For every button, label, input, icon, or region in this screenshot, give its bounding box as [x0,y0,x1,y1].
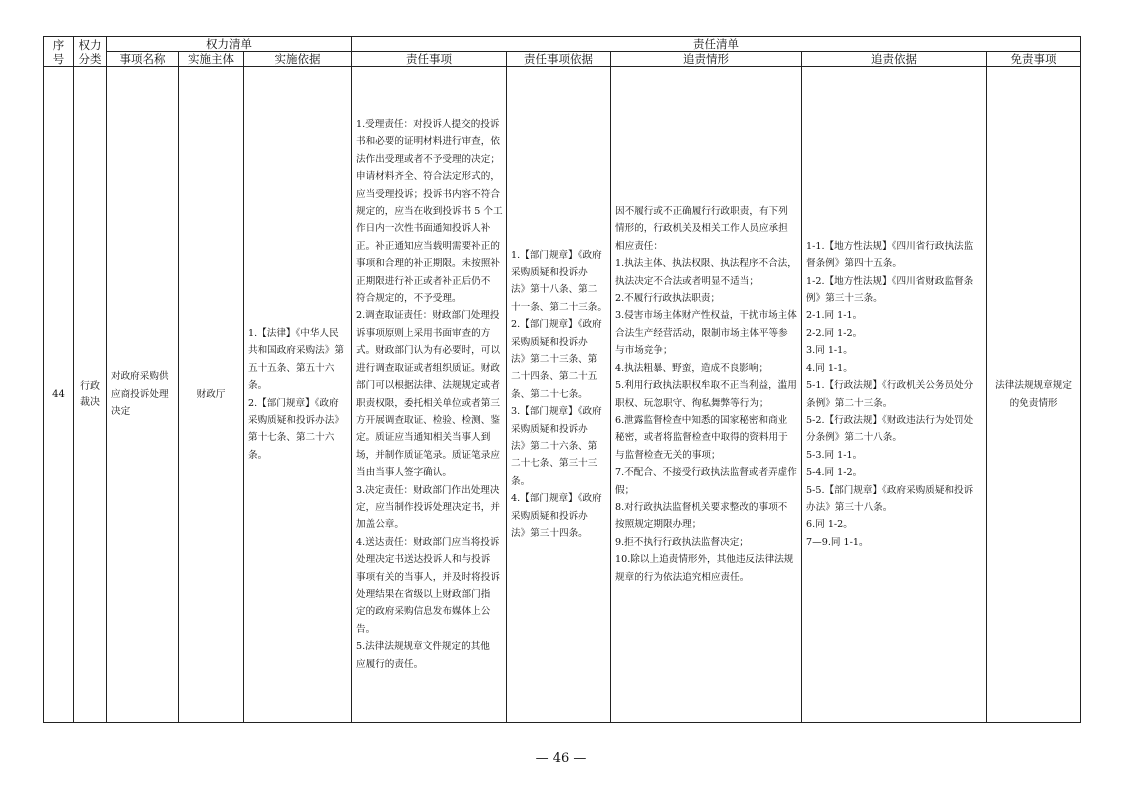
row-resp-items-line: 正。补正通知应当载明需要补正的 [356,240,500,252]
header-seq [44,37,74,67]
row-accountability-line: 职权、玩忽职守、徇私舞弊等行为； [615,397,769,409]
row-category-line: 行政 [80,380,100,392]
row-accountability-line: 合法生产经营活动，限制市场主体平等参 [615,327,788,339]
row-resp-basis-line: 3.【部门规章】《政府 [511,406,602,418]
row-accountability-line: 7.不配合、不接受行政执法监督或者弄虚作 [615,467,797,479]
row-resp-basis-line: 法》第三十四条。 [511,528,588,540]
header-category-line2: 分类 [78,51,102,66]
header-seq-line2: 号 [52,51,65,66]
row-resp-items-line: 处理决定书送达投诉人和与投诉 [356,554,491,566]
header-account-basis: 追责依据 [802,52,987,67]
row-resp-items-line: 加盖公章。 [356,519,404,531]
row-resp-items-line: 场，并制作质证笔录。质证笔录应 [356,449,500,461]
header-category [74,37,107,67]
row-account-basis-line: 督条例》第四十五条。 [806,258,902,270]
row-exemption-line: 法律法规规章规定 [995,380,1072,392]
row-resp-items-line: 定的政府采购信息发布媒体上公 [356,606,491,618]
header-subject: 实施主体 [179,52,244,67]
row-account-basis-line: 1-1.【地方性法规】《四川省行政执法监 [806,240,974,252]
header-accountability: 追责情形 [611,52,802,67]
row-accountability-line: 与监督检查无关的事项； [615,449,721,461]
row-basis-line: 条。 [248,380,268,392]
row-resp-items-line: 1.受理责任：对投诉人提交的投诉 [356,119,500,130]
row-accountability-line: 8.对行政执法监督机关要求整改的事项不 [615,501,788,513]
header-resp-basis: 责任事项依据 [507,52,611,67]
row-basis-line: 1.【法律】《中华人民 [248,327,339,339]
row-account-basis-line: 分条例》第二十八条。 [806,432,902,444]
row-accountability-line: 假； [615,484,635,496]
row-resp-items-line: 4.送达责任：财政部门应当将投诉 [356,536,500,548]
row-account-basis-line: 5-3.同 1-1。 [806,449,863,461]
row-accountability-line: 因不履行或不正确履行行政职责，有下列 [615,206,788,218]
row-resp-basis-line: 二十四条、第二十五 [511,371,598,383]
header-responsibility-list: 责任清单 [352,37,1081,52]
row-account-basis-line: 例》第三十三条。 [806,293,883,305]
row-resp-items-line: 定。质证应当通知相关当事人到 [356,432,491,444]
row-basis-line: 第十七条、第二十六 [248,432,335,444]
row-resp-basis-line: 法》第十八条、第二 [511,284,598,296]
row-item-name [107,67,179,723]
row-resp-items-line: 申请材料齐全、符合法定形式的， [356,171,500,183]
header-category-line1: 权力 [78,37,102,52]
row-account-basis-line: 条例》第二十三条。 [806,397,893,409]
header-item-name: 事项名称 [107,52,179,67]
row-accountability-line: 3.侵害市场主体财产性权益，干扰市场主体 [615,310,797,322]
row-resp-items-line: 正期限进行补正或者补正后仍不 [356,275,491,287]
row-resp-items-line: 定，应当制作投诉处理决定书，并 [356,501,500,513]
row-resp-items-line: 事项和合理的补正期限。未按照补 [356,258,500,270]
row-basis-line: 采购质疑和投诉办法》 [248,414,344,426]
row-resp-items-line: 2.调查取证责任：财政部门处理投 [356,310,500,322]
row-accountability [611,67,802,723]
row-resp-items-line: 应当受理投诉；投诉书内容不符合 [356,188,500,200]
row-accountability-line: 4.执法粗暴、野蛮，造成不良影响； [615,362,769,374]
row-resp-basis-line: 采购质疑和投诉办 [511,336,588,348]
power-responsibility-table [43,36,1081,723]
row-subject: 财政厅 [179,67,244,723]
row-accountability-line: 1.执法主体、执法权限、执法程序不合法， [615,258,797,270]
row-account-basis-line: 4.同 1-1。 [806,362,853,374]
row-resp-items-line: 当由当事人签字确认。 [356,467,452,479]
row-resp-items-line: 符合规定的，不予受理。 [356,293,462,305]
row-exemption-line: 的免责情形 [1009,397,1058,409]
page-number: — 46 — [535,751,587,766]
row-resp-items-line: 进行调查取证或者组织质证。财政 [356,362,500,374]
row-accountability-line: 5.利用行政执法职权牟取不正当利益，滥用 [615,380,797,392]
row-resp-basis-line: 采购质疑和投诉办 [511,266,588,278]
row-account-basis-line: 2-1.同 1-1。 [806,310,863,322]
row-seq: 44 [44,67,74,723]
row-accountability-line: 规章的行为依法追究相应责任。 [615,571,750,583]
row-account-basis-line: 5-4.同 1-2。 [806,467,863,479]
row-exemption [987,67,1081,723]
row-resp-items-line: 事项有关的当事人，并及时将投诉 [356,571,500,583]
row-account-basis-line: 1-2.【地方性法规】《四川省财政监督条 [806,275,974,287]
row-resp-items-line: 书和必要的证明材料进行审查，依 [356,136,500,148]
row-resp-items-line: 告。 [356,623,376,635]
row-resp-basis-line: 十一条、第二十三条。 [511,301,607,313]
row-resp-items-line: 规定的，应当在收到投诉书 5 个工 [356,206,503,218]
row-resp-items-line: 作日内一次性书面通知投诉人补 [356,223,491,235]
row-resp-basis [507,67,611,723]
row-accountability-line: 2.不履行行政执法职责； [615,293,721,305]
row-resp-items-line: 应履行的责任。 [356,658,424,670]
row-resp-items-line: 法作出受理或者不予受理的决定； [356,153,500,165]
row-category [74,67,107,723]
row-resp-basis-line: 采购质疑和投诉办 [511,510,588,522]
row-resp-basis-line: 4.【部门规章】《政府 [511,493,602,505]
row-item-name-line: 决定 [111,406,131,418]
row-accountability-line: 与市场竞争； [615,345,673,357]
row-accountability-line: 10.除以上追责情形外，其他违反法律法规 [615,554,794,566]
header-resp-items: 责任事项 [352,52,507,67]
row-basis-line: 条。 [248,449,268,461]
header-power-list: 权力清单 [107,37,352,52]
row-accountability-line: 秘密，或者将监督检查中取得的资料用于 [615,432,788,444]
row-accountability-line: 按照规定期限办理； [615,519,702,531]
table-row [44,67,1081,723]
row-resp-items-line: 部门可以根据法律、法规规定或者 [356,380,500,392]
row-resp-items-line: 诉事项原则上采用书面审查的方 [356,327,491,339]
row-account-basis-line: 5-1.【行政法规】《行政机关公务员处分 [806,380,974,392]
row-basis [244,67,352,723]
row-resp-items-line: 职责权限，委托相关单位或者第三 [356,397,500,409]
row-accountability-line: 6.泄露监督检查中知悉的国家秘密和商业 [615,414,788,426]
header-seq-line1: 序 [52,37,65,52]
row-basis-line: 五十五条、第五十六 [248,362,335,374]
row-account-basis-line: 6.同 1-2。 [806,519,853,531]
row-resp-items [352,67,507,723]
row-resp-basis-line: 法》第二十六条、第 [511,441,598,453]
row-account-basis-line: 3.同 1-1。 [806,345,853,357]
row-basis-line: 共和国政府采购法》第 [248,345,344,357]
row-resp-items-line: 5.法律法规规章文件规定的其他 [356,641,490,653]
row-account-basis-line: 2-2.同 1-2。 [806,327,863,339]
row-basis-line: 2.【部门规章】《政府 [248,397,339,409]
row-category-line: 裁决 [80,396,100,408]
row-resp-basis-line: 采购质疑和投诉办 [511,423,588,435]
row-item-name-line: 应商投诉处理 [111,388,169,400]
header-basis: 实施依据 [244,52,352,67]
row-resp-items-line: 处理结果在省级以上财政部门指 [356,588,491,600]
row-item-name-line: 对政府采购供 [111,371,169,383]
row-resp-basis-line: 条、第二十七条。 [511,388,588,400]
row-accountability-line: 相应责任： [615,240,663,252]
row-account-basis-line: 5-2.【行政法规】《财政违法行为处罚处 [806,414,974,426]
row-resp-basis-line: 2.【部门规章】《政府 [511,319,602,331]
row-resp-items-line: 3.决定责任：财政部门作出处理决 [356,484,500,496]
row-resp-basis-line: 法》第二十三条、第 [511,353,598,365]
row-accountability-line: 情形的，行政机关及相关工作人员应承担 [615,223,788,235]
row-account-basis-line: 办法》第三十八条。 [806,501,893,513]
row-resp-basis-line: 1.【部门规章】《政府 [511,249,602,261]
row-accountability-line: 9.拒不执行行政执法监督决定； [615,536,749,548]
row-resp-items-line: 式。财政部门认为有必要时，可以 [356,345,500,357]
row-account-basis-line: 5-5.【部门规章】《政府采购质疑和投诉 [806,484,974,496]
row-account-basis [802,67,987,723]
header-exemption: 免责事项 [987,52,1081,67]
row-accountability-line: 执法决定不合法或者明显不适当； [615,275,759,287]
row-account-basis-line: 7—9.同 1-1。 [806,536,869,548]
row-resp-items-line: 方开展调查取证、检验、检测、鉴 [356,414,500,426]
row-resp-basis-line: 条。 [511,475,531,487]
row-resp-basis-line: 二十七条、第三十三 [511,458,598,470]
